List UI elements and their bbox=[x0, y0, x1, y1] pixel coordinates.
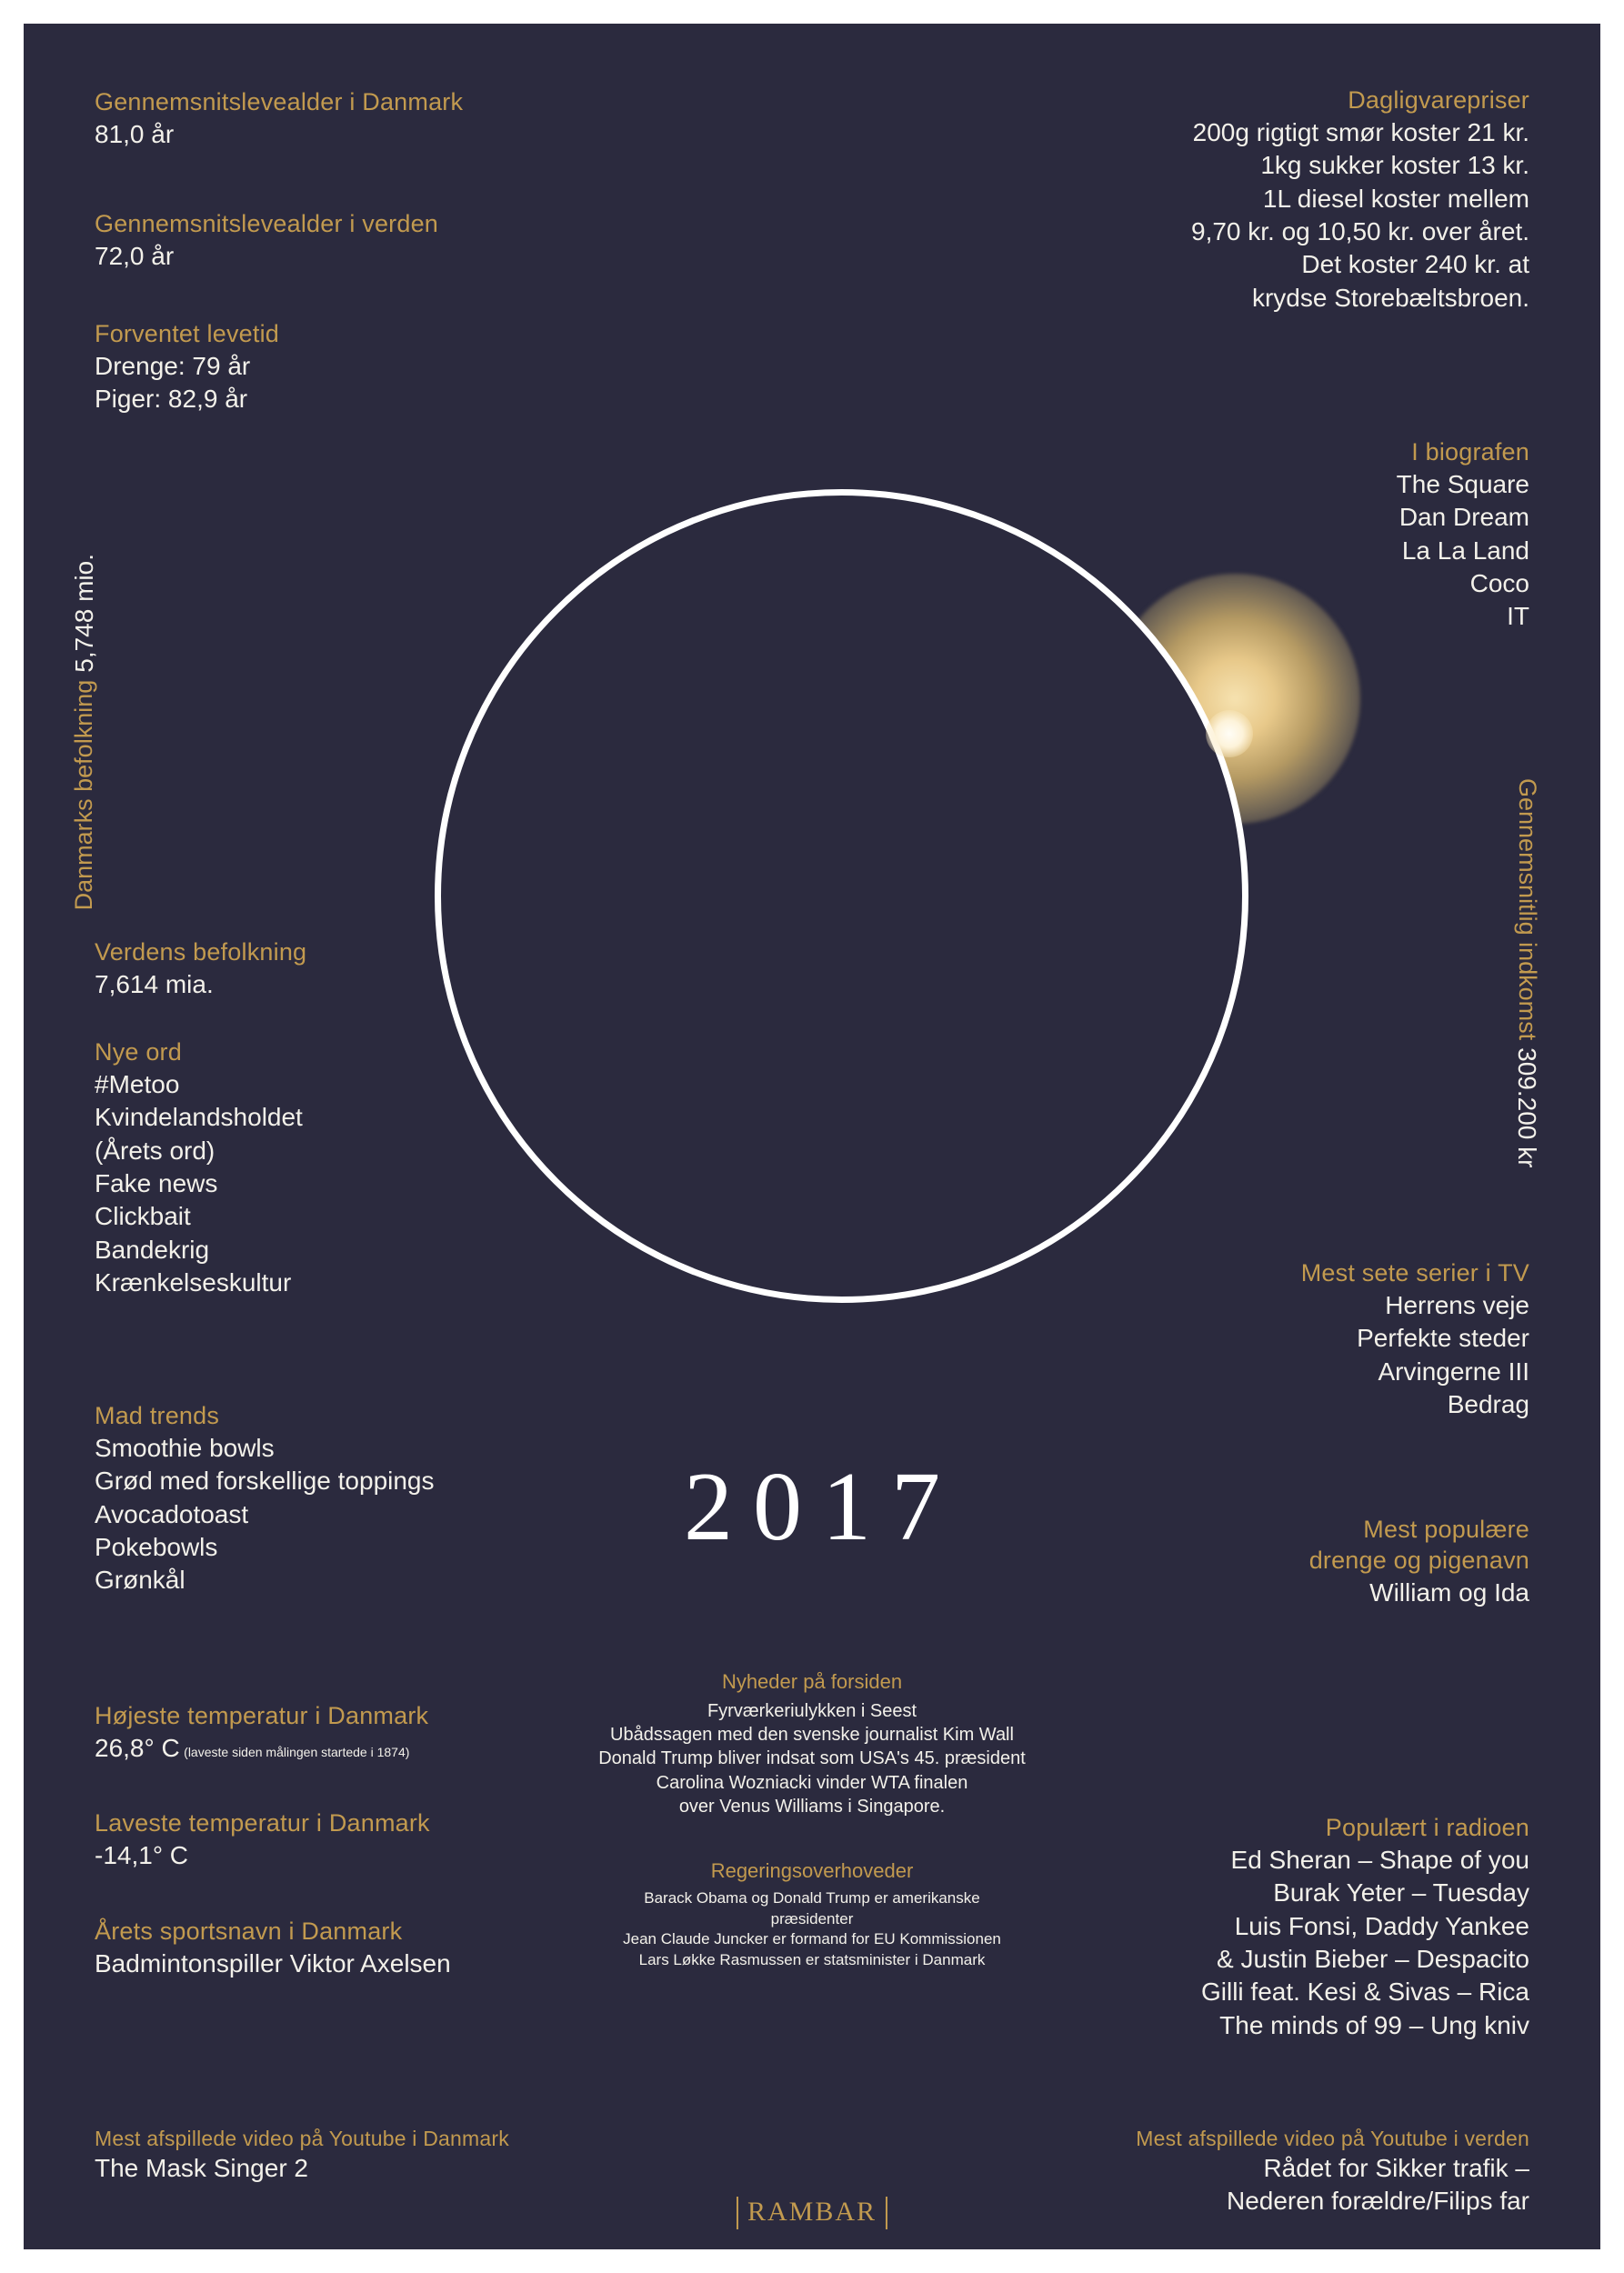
food-trends-item: Smoothie bowls bbox=[95, 1433, 275, 1462]
leaders-line: Barack Obama og Donald Trump er amerikanske bbox=[644, 1888, 980, 1907]
tv-series-item: Perfekte steder bbox=[1357, 1324, 1529, 1353]
cinema-item: La La Land bbox=[1401, 536, 1529, 565]
temp-high-value: 26,8° C bbox=[95, 1733, 180, 1762]
youtube-dk-block bbox=[95, 2126, 731, 2185]
grocery-prices-block bbox=[820, 85, 1529, 315]
life-expectancy-heading: Forventet levetid bbox=[95, 320, 279, 347]
temp-high-note: (laveste siden målingen startede i 1874) bbox=[184, 1744, 410, 1759]
youtube-world-heading: Mest afspillede video på Youtube i verden bbox=[1136, 2127, 1529, 2150]
new-words-item: #Metoo bbox=[95, 1069, 180, 1098]
cinema-item: The Square bbox=[1396, 469, 1529, 498]
youtube-dk-value: The Mask Singer 2 bbox=[95, 2153, 308, 2182]
new-words-item: Bandekrig bbox=[95, 1235, 210, 1264]
tv-series-item: Herrens veje bbox=[1385, 1290, 1529, 1319]
youtube-dk-heading: Mest afspillede video på Youtube i Danmark bbox=[95, 2127, 509, 2150]
sports-name-value: Badmintonspiller Viktor Axelsen bbox=[95, 1948, 451, 1978]
leaders-heading: Regeringsoverhoveder bbox=[710, 1859, 914, 1882]
poster-canvas bbox=[24, 24, 1600, 2249]
new-words-item: (Årets ord) bbox=[95, 1136, 216, 1165]
grocery-prices-line: 1kg sukker koster 13 kr. bbox=[1260, 151, 1529, 180]
youtube-world-line: Rådet for Sikker trafik – bbox=[1263, 2153, 1529, 2182]
food-trends-heading: Mad trends bbox=[95, 1402, 220, 1429]
life-expectancy-block bbox=[95, 319, 658, 416]
radio-item: Gilli feat. Kesi & Sivas – Rica bbox=[1200, 1978, 1529, 2007]
leaders-line: Lars Løkke Rasmussen er statsminister i Danmark bbox=[638, 1951, 986, 1969]
radio-heading: Populært i radioen bbox=[1325, 1814, 1529, 1841]
radio-item: The minds of 99 – Ung kniv bbox=[1219, 2010, 1529, 2039]
tv-series-block bbox=[966, 1258, 1529, 1421]
grocery-prices-line: Det koster 240 kr. at bbox=[1301, 250, 1529, 279]
news-line: Donald Trump bliver indsat som USA's 45. præsident bbox=[598, 1748, 1026, 1769]
avg-age-world-block bbox=[95, 209, 658, 273]
news-block bbox=[521, 1669, 1103, 1819]
avg-age-world-value: 72,0 år bbox=[95, 241, 175, 270]
population-dk-value: 5,748 mio. bbox=[70, 554, 98, 673]
news-line: Carolina Wozniacki vinder WTA finalen bbox=[656, 1772, 968, 1793]
population-dk-block bbox=[69, 546, 100, 910]
life-expectancy-girls: Piger: 82,9 år bbox=[95, 385, 248, 414]
grocery-prices-line: krydse Storebæltsbroen. bbox=[1251, 283, 1529, 312]
new-words-item: Kvindelandsholdet bbox=[95, 1103, 303, 1132]
year-title: 2017 bbox=[684, 1453, 960, 1561]
cinema-item: Coco bbox=[1469, 568, 1529, 597]
temp-high-heading: Højeste temperatur i Danmark bbox=[95, 1702, 429, 1729]
tv-series-item: Arvingerne III bbox=[1378, 1357, 1529, 1386]
radio-item: Ed Sheran – Shape of you bbox=[1230, 1845, 1529, 1874]
grocery-prices-line: 1L diesel koster mellem bbox=[1262, 184, 1529, 213]
population-world-value: 7,614 mia. bbox=[95, 969, 214, 998]
news-heading: Nyheder på forsiden bbox=[721, 1670, 903, 1693]
temp-low-heading: Laveste temperatur i Danmark bbox=[95, 1809, 430, 1837]
radio-item: Luis Fonsi, Daddy Yankee bbox=[1234, 1911, 1529, 1940]
new-words-item: Clickbait bbox=[95, 1202, 191, 1231]
cinema-item: Dan Dream bbox=[1398, 503, 1529, 532]
brand-logo: RAMBAR bbox=[737, 2197, 887, 2229]
population-world-heading: Verdens befolkning bbox=[95, 938, 307, 966]
radio-item: Burak Yeter – Tuesday bbox=[1273, 1878, 1529, 1908]
tv-series-item: Bedrag bbox=[1447, 1389, 1529, 1418]
food-trends-item: Pokebowls bbox=[95, 1532, 218, 1561]
avg-age-dk-value: 81,0 år bbox=[95, 119, 175, 148]
grocery-prices-line: 9,70 kr. og 10,50 kr. over året. bbox=[1191, 216, 1529, 245]
sun-flare-icon bbox=[1206, 710, 1253, 757]
news-line: Ubådssagen med den svenske journalist Kim Wall bbox=[610, 1724, 1014, 1745]
new-words-heading: Nye ord bbox=[95, 1038, 182, 1066]
avg-income-heading: Gennemsnitlig indkomst bbox=[1514, 778, 1541, 1041]
avg-income-value: 309.200 kr bbox=[1513, 1047, 1541, 1168]
population-dk-heading: Danmarks befolkning bbox=[70, 679, 97, 911]
new-words-block bbox=[95, 1037, 658, 1299]
new-words-item: Fake news bbox=[95, 1168, 218, 1197]
food-trends-item: Avocadotoast bbox=[95, 1499, 249, 1528]
leaders-line: præsidenter bbox=[770, 1909, 854, 1928]
sports-name-heading: Årets sportsnavn i Danmark bbox=[95, 1918, 403, 1945]
names-heading-line2: drenge og pigenavn bbox=[1308, 1546, 1529, 1574]
news-line: over Venus Williams i Singapore. bbox=[678, 1797, 946, 1817]
leaders-line: Jean Claude Juncker er formand for EU Kommissionen bbox=[623, 1930, 1001, 1948]
avg-income-block bbox=[1511, 778, 1542, 1175]
tv-series-heading: Mest sete serier i TV bbox=[1300, 1259, 1529, 1287]
cinema-heading: I biografen bbox=[1411, 438, 1529, 466]
new-words-item: Krænkelseskultur bbox=[95, 1268, 292, 1297]
population-world-block bbox=[95, 937, 658, 1001]
life-expectancy-boys: Drenge: 79 år bbox=[95, 351, 251, 380]
food-trends-item: Grønkål bbox=[95, 1566, 185, 1595]
avg-age-dk-block bbox=[95, 87, 658, 151]
names-value: William og Ida bbox=[1369, 1577, 1529, 1607]
names-heading-line1: Mest populære bbox=[1363, 1516, 1529, 1543]
leaders-block bbox=[521, 1858, 1103, 1971]
cinema-block bbox=[966, 437, 1529, 634]
food-trends-item: Grød med forskellige toppings bbox=[95, 1467, 435, 1496]
news-line: Fyrværkeriulykken i Seest bbox=[707, 1700, 917, 1721]
youtube-world-block bbox=[838, 2126, 1529, 2218]
avg-age-dk-heading: Gennemsnitslevealder i Danmark bbox=[95, 88, 464, 115]
temp-low-value: -14,1° C bbox=[95, 1840, 189, 1869]
grocery-prices-line: 200g rigtigt smør koster 21 kr. bbox=[1192, 117, 1529, 146]
cinema-item: IT bbox=[1507, 602, 1529, 631]
avg-age-world-heading: Gennemsnitslevealder i verden bbox=[95, 210, 438, 237]
grocery-prices-heading: Dagligvarepriser bbox=[1348, 86, 1529, 114]
radio-item: & Justin Bieber – Despacito bbox=[1217, 1944, 1529, 1973]
youtube-world-line: Nederen forældre/Filips far bbox=[1226, 2187, 1529, 2216]
